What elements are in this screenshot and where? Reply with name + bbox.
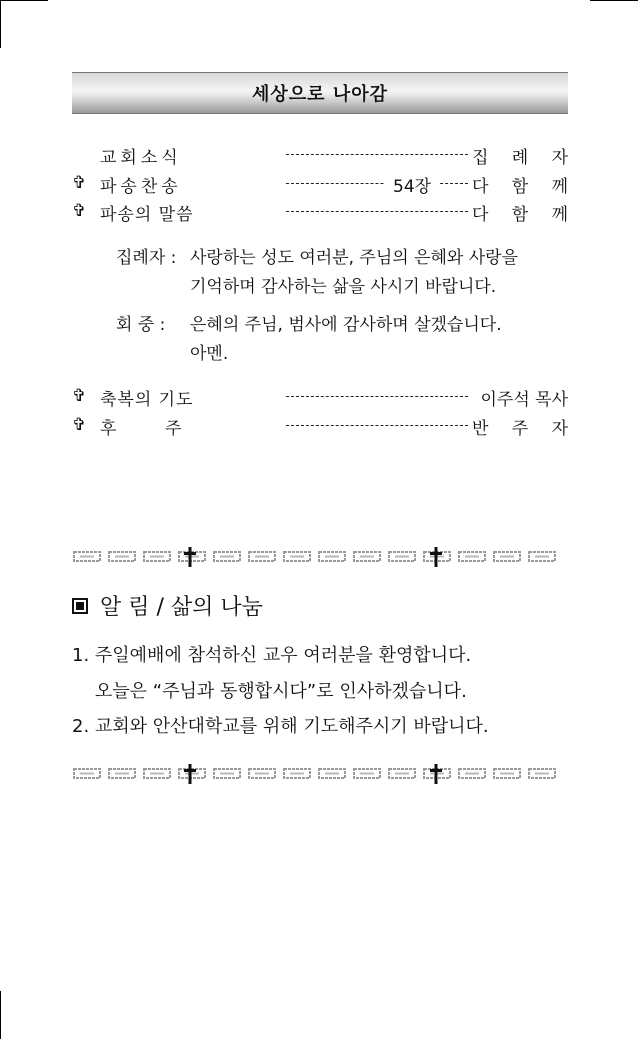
notice-item: 오늘은 “주님과 동행합시다”로 인사하겠습니다.: [72, 681, 467, 702]
chain-cross-icon: [189, 547, 192, 567]
chain-links: [74, 547, 555, 567]
order-right-char: 례: [511, 148, 529, 168]
chain-cross-icon: [189, 764, 192, 784]
notice-item: 1. 주일예배에 참석하신 교우 여러분을 환영합니다.: [72, 645, 472, 666]
dialog-line: 기억하며 감사하는 삶을 사시기 바랍니다.: [190, 277, 497, 297]
order-label: 후 주: [100, 419, 182, 439]
square-bullet-icon: [72, 598, 88, 614]
order-right-char: 께: [551, 177, 568, 197]
order-row: [72, 143, 568, 167]
order-right-char: 자: [551, 419, 568, 439]
crop-mark: [0, 0, 1, 48]
chain-divider: [72, 764, 562, 784]
order-right: [472, 143, 568, 168]
dialog-congregation: [116, 311, 576, 369]
dialog-text: [190, 311, 550, 369]
speaker-label: 집례자 :: [116, 248, 177, 268]
dialog-text: [190, 244, 550, 302]
order-label: 파송찬송: [100, 177, 182, 197]
speaker-label: 회 중 :: [116, 315, 166, 335]
chain-cross-icon: [435, 547, 438, 567]
order-row: [72, 385, 568, 409]
chain-cross-icon: [430, 552, 442, 555]
order-right: [472, 172, 568, 197]
dialog-line: 사랑하는 성도 여러분, 주님의 은혜와 사랑을: [190, 248, 519, 268]
order-row: [72, 200, 568, 224]
cross-icon: ✞: [72, 386, 87, 406]
chain-cross-icon: [435, 764, 438, 784]
order-right-char: 다: [472, 205, 489, 225]
notice-item: 2. 교회와 안산대학교를 위해 기도해주시기 바랍니다.: [72, 716, 489, 737]
order-right: [472, 385, 568, 410]
chain-cross-icon: [430, 769, 442, 772]
leader-line: [286, 183, 468, 184]
order-right: [472, 414, 568, 439]
order-right: [472, 200, 568, 225]
section-title: 세상으로 나아감: [252, 84, 388, 105]
chain-divider: [72, 547, 562, 567]
leader-line: [286, 425, 468, 426]
crop-mark: [0, 991, 1, 1039]
order-right-char: 집: [472, 148, 489, 168]
order-right-char: 함: [511, 205, 529, 225]
chain-cross-icon: [184, 552, 196, 555]
section-header: [72, 72, 568, 114]
order-right-char: 께: [551, 205, 568, 225]
order-right-char: 자: [551, 148, 568, 168]
order-right-char: 반: [472, 419, 489, 439]
crop-mark: [0, 0, 48, 1]
dialog-line: 아멘.: [190, 344, 229, 364]
order-right-char: 주: [511, 419, 529, 439]
leader-line: [286, 211, 468, 212]
cross-icon: ✞: [72, 415, 87, 435]
leader-line: [286, 396, 468, 397]
order-right-text: 이주석 목사: [480, 390, 568, 410]
order-right-char: 다: [472, 177, 489, 197]
dialog-line: 은혜의 주님, 범사에 감사하며 살겠습니다.: [190, 315, 502, 335]
leader-line: [286, 154, 468, 155]
cross-icon: ✞: [72, 173, 87, 193]
crop-mark: [590, 0, 638, 1]
order-row: [72, 414, 568, 438]
notices-heading: [72, 590, 263, 621]
order-row: [72, 172, 568, 196]
order-right-char: 함: [511, 177, 529, 197]
cross-icon: ✞: [72, 201, 87, 221]
order-label: 교회소식: [100, 148, 182, 168]
dialog-leader: [116, 244, 576, 302]
hymn-number: 54장: [385, 172, 439, 197]
chain-cross-icon: [184, 769, 196, 772]
chain-links: [74, 764, 555, 784]
order-label: 축복의 기도: [100, 390, 194, 410]
order-label: 파송의 말씀: [100, 205, 194, 225]
notices-title: 알 림 / 삶의 나눔: [100, 595, 263, 620]
